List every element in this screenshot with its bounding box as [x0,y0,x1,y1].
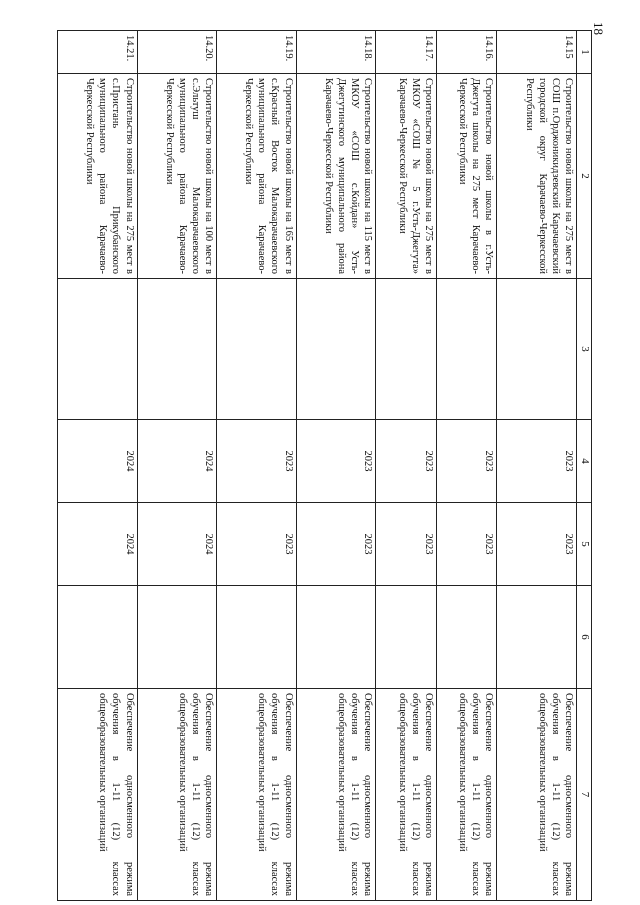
column-header: 1 [577,31,592,74]
column-header: 6 [577,586,592,689]
table-header-row [577,31,592,901]
project-name: Строительство новой школы на 275 мест в МКОУ «СОШ № 5 г.Усть-Джегута» Карачаево-Черкесской Республики [376,74,437,279]
row-number: 14.16. [436,31,497,74]
end-year: 2023 [436,503,497,586]
row-number: 14.19. [217,31,297,74]
column-header: 3 [577,279,592,420]
start-year: 2023 [296,420,376,503]
rotated-table-container [57,30,592,896]
table-row [58,31,138,901]
project-name: Строительство новой школы на 165 мест в с.Красный Восток Малокарачаевского муниципального района Карачаево-Черкесской Республики [217,74,297,279]
column-3-cell [137,279,217,420]
start-year: 2023 [376,420,437,503]
column-6-cell [376,586,437,689]
column-header: 4 [577,420,592,503]
schools-construction-table [57,30,592,901]
end-year: 2023 [296,503,376,586]
table-row [436,31,497,901]
start-year: 2023 [497,420,577,503]
expected-result: Обеспечение односменного режима обучения в 1-11 (12) классах общеобразовательных организаций [137,689,217,901]
expected-result: Обеспечение односменного режима обучения в 1-11 (12) классах общеобразовательных организаций [497,689,577,901]
end-year: 2023 [497,503,577,586]
project-name: Строительство новой школы на 100 мест в с.Эльтуш Малокарачаевского муниципального района Карачаево-Черкесской Республики [137,74,217,279]
column-6-cell [296,586,376,689]
end-year: 2024 [58,503,138,586]
expected-result: Обеспечение односменного режима обучения в 1-11 (12) классах общеобразовательных организаций [296,689,376,901]
expected-result: Обеспечение односменного режима обучения в 1-11 (12) классах общеобразовательных организаций [376,689,437,901]
end-year: 2024 [137,503,217,586]
project-name: Строительство новой школы на 115 мест в МКОУ «СОШ с.Койдан» Усть-Джегутинского муниципального района Карачаево-Черкесской Республики [296,74,376,279]
column-3-cell [376,279,437,420]
column-header: 5 [577,503,592,586]
column-6-cell [497,586,577,689]
start-year: 2024 [58,420,138,503]
row-number: 14.20. [137,31,217,74]
project-name: Строительство новой школы на 275 мест в с.Пристань Прикубанского муниципального района Карачаево-Черкесской Республики [58,74,138,279]
expected-result: Обеспечение односменного режима обучения в 1-11 (12) классах общеобразовательных организаций [217,689,297,901]
project-name: Строительство новой школы на 275 мест в СОШ п.Орджоникидзевский Карачаевский городской округ Карачаево-Черкесской Республики [497,74,577,279]
page-number: 18 [591,22,606,35]
table-row [497,31,577,901]
table-row [296,31,376,901]
end-year: 2023 [376,503,437,586]
start-year: 2024 [137,420,217,503]
column-3-cell [296,279,376,420]
column-6-cell [137,586,217,689]
column-6-cell [58,586,138,689]
table-row [137,31,217,901]
column-header: 7 [577,689,592,901]
column-6-cell [217,586,297,689]
column-header: 2 [577,74,592,279]
row-number: 14.15 [497,31,577,74]
project-name: Строительство новой школы в г.Усть-Джегута школы на 275 мест Карачаево-Черкесской Республики [436,74,497,279]
column-6-cell [436,586,497,689]
row-number: 14.18. [296,31,376,74]
column-3-cell [217,279,297,420]
end-year: 2023 [217,503,297,586]
start-year: 2023 [436,420,497,503]
table-row [217,31,297,901]
expected-result: Обеспечение односменного режима обучения в 1-11 (12) классах общеобразовательных организаций [436,689,497,901]
table-row [376,31,437,901]
column-3-cell [58,279,138,420]
start-year: 2023 [217,420,297,503]
row-number: 14.17. [376,31,437,74]
column-3-cell [497,279,577,420]
row-number: 14.21. [58,31,138,74]
column-3-cell [436,279,497,420]
expected-result: Обеспечение односменного режима обучения в 1-11 (12) классах общеобразовательных организаций [58,689,138,901]
